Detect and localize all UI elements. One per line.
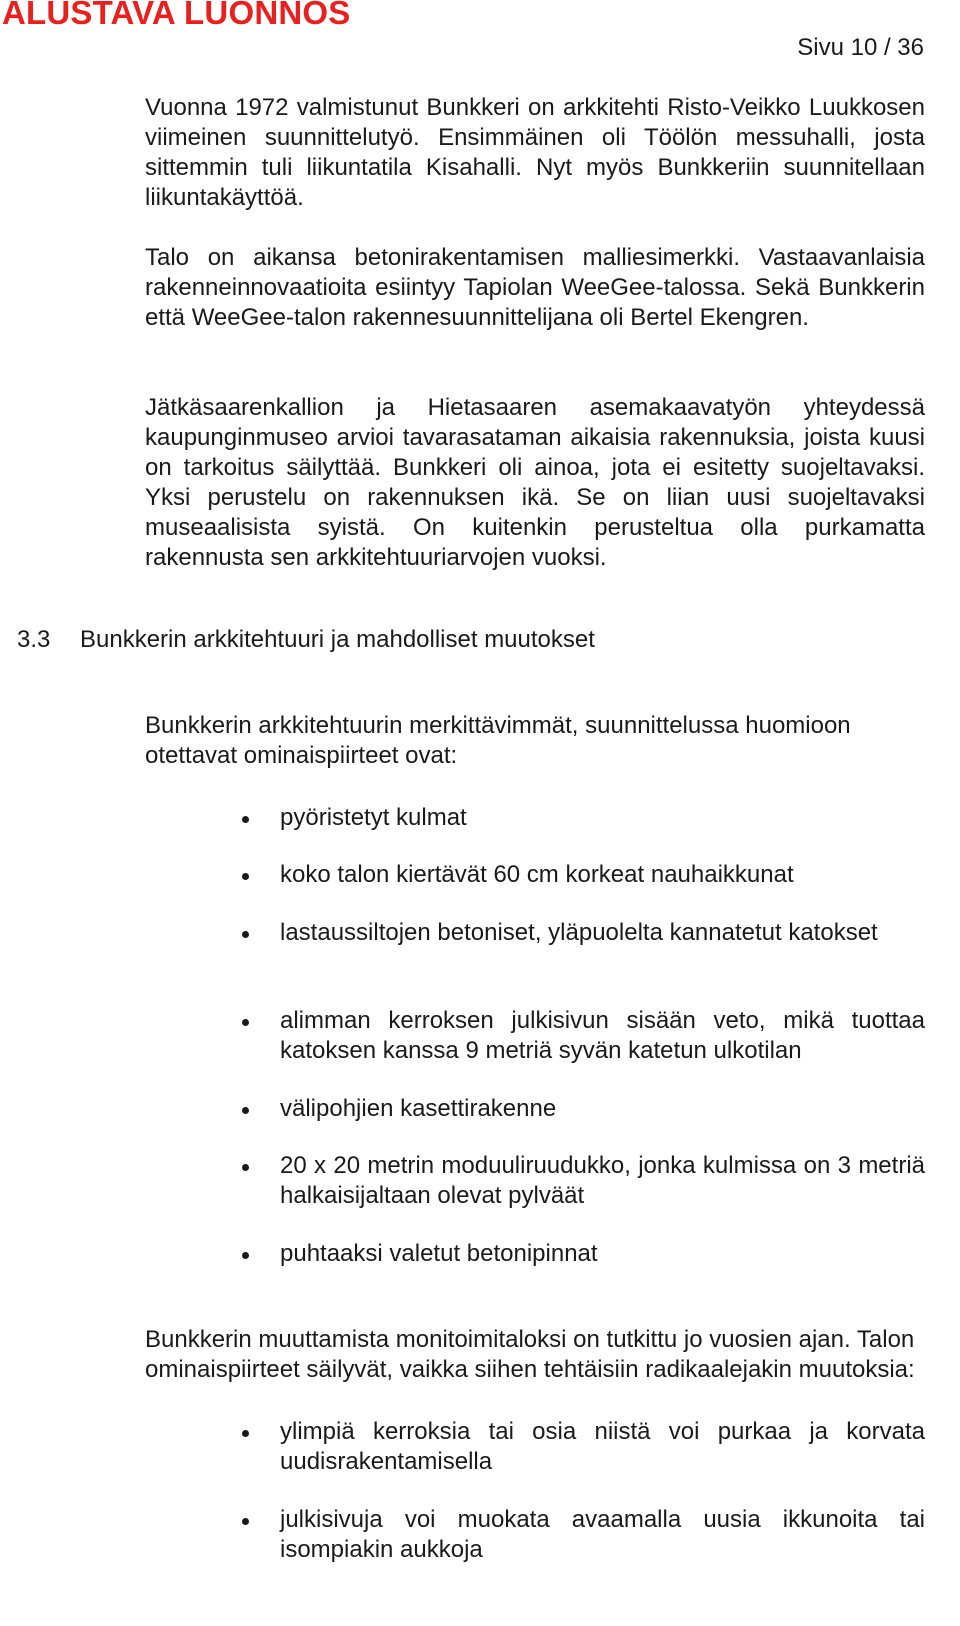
list-item [280, 1151, 925, 1211]
list-item [280, 860, 925, 890]
bullet-icon [242, 931, 249, 938]
list-item-text: alimman kerroksen julkisivun sisään veto, mikä tuottaa katoksen kanssa 9 metriä syvän katetun ulkotilan [280, 1007, 925, 1064]
bullet-icon [242, 1107, 249, 1114]
page-number: Sivu 10 / 36 [797, 34, 924, 61]
list-item [280, 1239, 925, 1269]
list-item-text: julkisivuja voi muokata avaamalla uusia ikkunoita tai isompiakin aukkoja [280, 1506, 925, 1563]
bullet-icon [242, 1019, 249, 1026]
list-item-text: koko talon kiertävät 60 cm korkeat nauhaikkunat [280, 861, 794, 888]
section-number: 3.3 [17, 626, 51, 653]
bullet-icon [242, 1164, 249, 1171]
list-item-text: puhtaaksi valetut betonipinnat [280, 1240, 598, 1267]
list-item-text: 20 x 20 metrin moduuliruudukko, jonka kulmissa on 3 metriä halkaisijaltaan olevat pylväät [280, 1152, 925, 1209]
changes-intro: Bunkkerin muuttamista monitoimitaloksi on tutkittu jo vuosien ajan. Talon ominaispiirteet säilyvät, vaikka siihen tehtäisiin radikaalejakin muutoksia: [145, 1326, 915, 1383]
list-item [280, 803, 925, 833]
paragraph-museum-assessment: Jätkäsaarenkallion ja Hietasaaren asemakaavatyön yhteydessä kaupunginmuseo arvioi tavarasataman aikaisia rakennuksia, joista kuusi on tarkoitus säilyttää. Bunkkeri oli ainoa, jota ei esitetty suojeltavaksi. Yksi perustelu on rakennuksen ikä. Se on liian uusi suojeltavaksi museaalisista syistä. On kuitenkin perusteltua olla purkamatta rakennusta sen arkkitehtuuriarvojen vuoksi. [145, 394, 925, 571]
bullet-icon [242, 873, 249, 880]
list-item [280, 1505, 925, 1565]
list-item-text: ylimpiä kerroksia tai osia niistä voi purkaa ja korvata uudisrakentamisella [280, 1418, 925, 1475]
list-item [280, 918, 925, 948]
list-item-text: lastaussiltojen betoniset, yläpuolelta kannatetut katokset [280, 919, 878, 946]
list-item-text: välipohjien kasettirakenne [280, 1095, 557, 1122]
list-item [280, 1094, 925, 1124]
list-item [280, 1417, 925, 1477]
bullet-icon [242, 1252, 249, 1259]
section-heading [17, 625, 595, 655]
section-title: Bunkkerin arkkitehtuuri ja mahdolliset muutokset [80, 626, 595, 653]
bullet-icon [242, 816, 249, 823]
list-item [280, 1006, 925, 1066]
bullet-icon [242, 1430, 249, 1437]
list-item-text: pyöristetyt kulmat [280, 804, 467, 831]
features-intro: Bunkkerin arkkitehtuurin merkittävimmät, suunnittelussa huomioon otettavat ominaispiirteet ovat: [145, 712, 851, 769]
bullet-icon [242, 1518, 249, 1525]
draft-watermark: ALUSTAVA LUONNOS [2, 0, 351, 31]
paragraph-concrete-example: Talo on aikansa betonirakentamisen malliesimerkki. Vastaavanlaisia rakenneinnovaatioita esiintyy Tapiolan WeeGee-talossa. Sekä Bunkkerin että WeeGee-talon rakennesuunnittelijana oli Bertel Ekengren. [145, 244, 925, 331]
paragraph-bunkkeri-history: Vuonna 1972 valmistunut Bunkkeri on arkkitehti Risto-Veikko Luukkosen viimeinen suunnittelutyö. Ensimmäinen oli Töölön messuhalli, josta sittemmin tuli liikuntatila Kisahalli. Nyt myös Bunkkeriin suunnitellaan liikuntakäyttöä. [145, 94, 925, 211]
